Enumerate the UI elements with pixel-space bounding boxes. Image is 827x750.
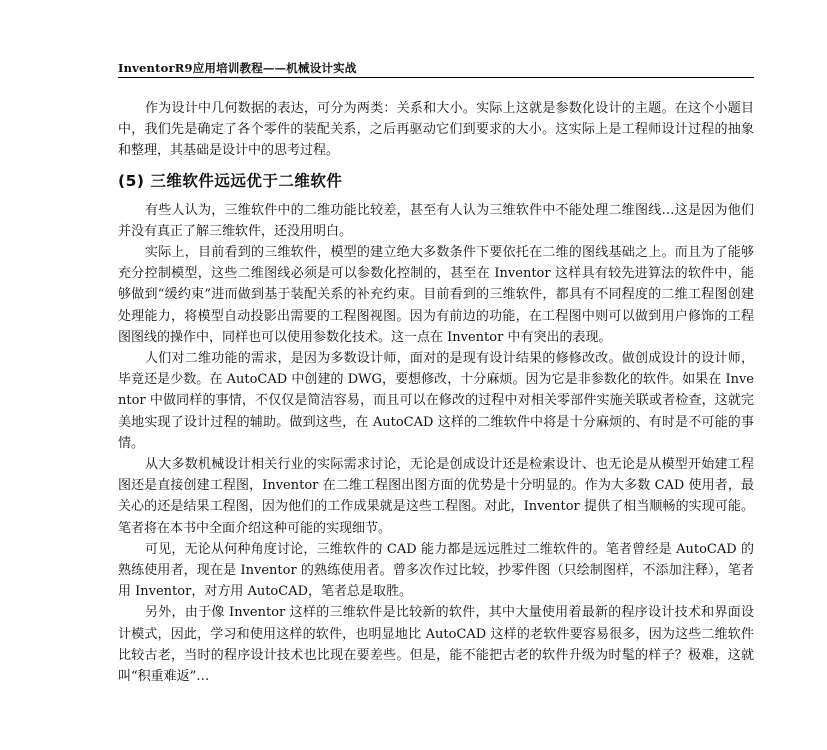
intro-paragraph: 作为设计中几何数据的表达，可分为两类：关系和大小。实际上这就是参数化设计的主题。在这个小题目中，我们先是确定了各个零件的装配关系，之后再驱动它们到要求的大小。这实际上是工程师设计过程的抽象和整理，其基础是设计中的思考过程。	[118, 101, 754, 159]
section-heading: (5) 三维软件远远优于二维软件	[118, 171, 343, 190]
paragraph-5: 可见，无论从何种角度讨论，三维软件的 CAD 能力都是远远胜过二维软件的。笔者曾经是 AutoCAD 的熟练使用者，现在是 Inventor 的熟练使用者。曾多次作过比较，抄零件图（只绘制图样，不添加注释），笔者用 Inventor，对方用 AutoCAD，笔者总是取胜。	[118, 541, 754, 600]
paragraph-3: 人们对二维功能的需求，是因为多数设计师，面对的是现有设计结果的修修改改。做创成设计的设计师，毕竟还是少数。在 AutoCAD 中创建的 DWG，要想修改，十分麻烦。因为它是非参数化的软件。如果在 Inventor 中做同样的事情，不仅仅是简洁容易，而且可以在修改的过程中对相关零部件实施关联或者检查，这就完美地实现了设计过程的辅助。做到这些，在 AutoCAD 这样的二维软件中将是十分麻烦的、有时是不可能的事情。	[118, 351, 754, 451]
paragraph-6: 另外，由于像 Inventor 这样的三维软件是比较新的软件，其中大量使用着最新的程序设计技术和界面设计模式，因此，学习和使用这样的软件，也明显地比 AutoCAD 这样的老软件要容易很多，因为这些二维软件比较古老，当时的程序设计技术也比现在要差些。但是，能不能把古老的软件升级为时髦的样子？极难，这就叫“积重难返”…	[118, 605, 754, 685]
paragraph-1: 有些人认为，三维软件中的二维功能比较差，甚至有人认为三维软件中不能处理二维图线…这是因为他们并没有真正了解三维软件，还没用明白。	[118, 202, 754, 239]
paragraph-4: 从大多数机械设计相关行业的实际需求讨论，无论是创成设计还是检索设计、也无论是从模型开始建工程图还是直接创建工程图，Inventor 在二维工程图出图方面的优势是十分明显的。作为大多数 CAD 使用者，最关心的还是结果工程图，因为他们的工作成果就是这些工程图。对此，Inventor 提供了相当顺畅的实现可能。笔者将在本书中全面介绍这种可能的实现细节。	[118, 457, 754, 536]
header-rule	[118, 77, 754, 78]
paragraph-2: 实际上，目前看到的三维软件，模型的建立绝大多数条件下要依托在二维的图线基础之上。而且为了能够充分控制模型，这些二维图线必须是可以参数化控制的，甚至在 Inventor 这样具有较先进算法的软件中，能够做到“缓约束”进而做到基于装配关系的补充约束。目前看到的三维软件，都具有不同程度的二维工程图创建处理能力，将模型自动投影出需要的工程图视图。因为有前边的功能，在工程图中则可以做到用户修饰的工程图图线的操作中，同样也可以使用参数化技术。这一点在 Inventor 中有突出的表现。	[118, 245, 754, 345]
page-body	[118, 98, 754, 687]
running-header: InventorR9应用培训教程——机械设计实战	[118, 61, 357, 75]
